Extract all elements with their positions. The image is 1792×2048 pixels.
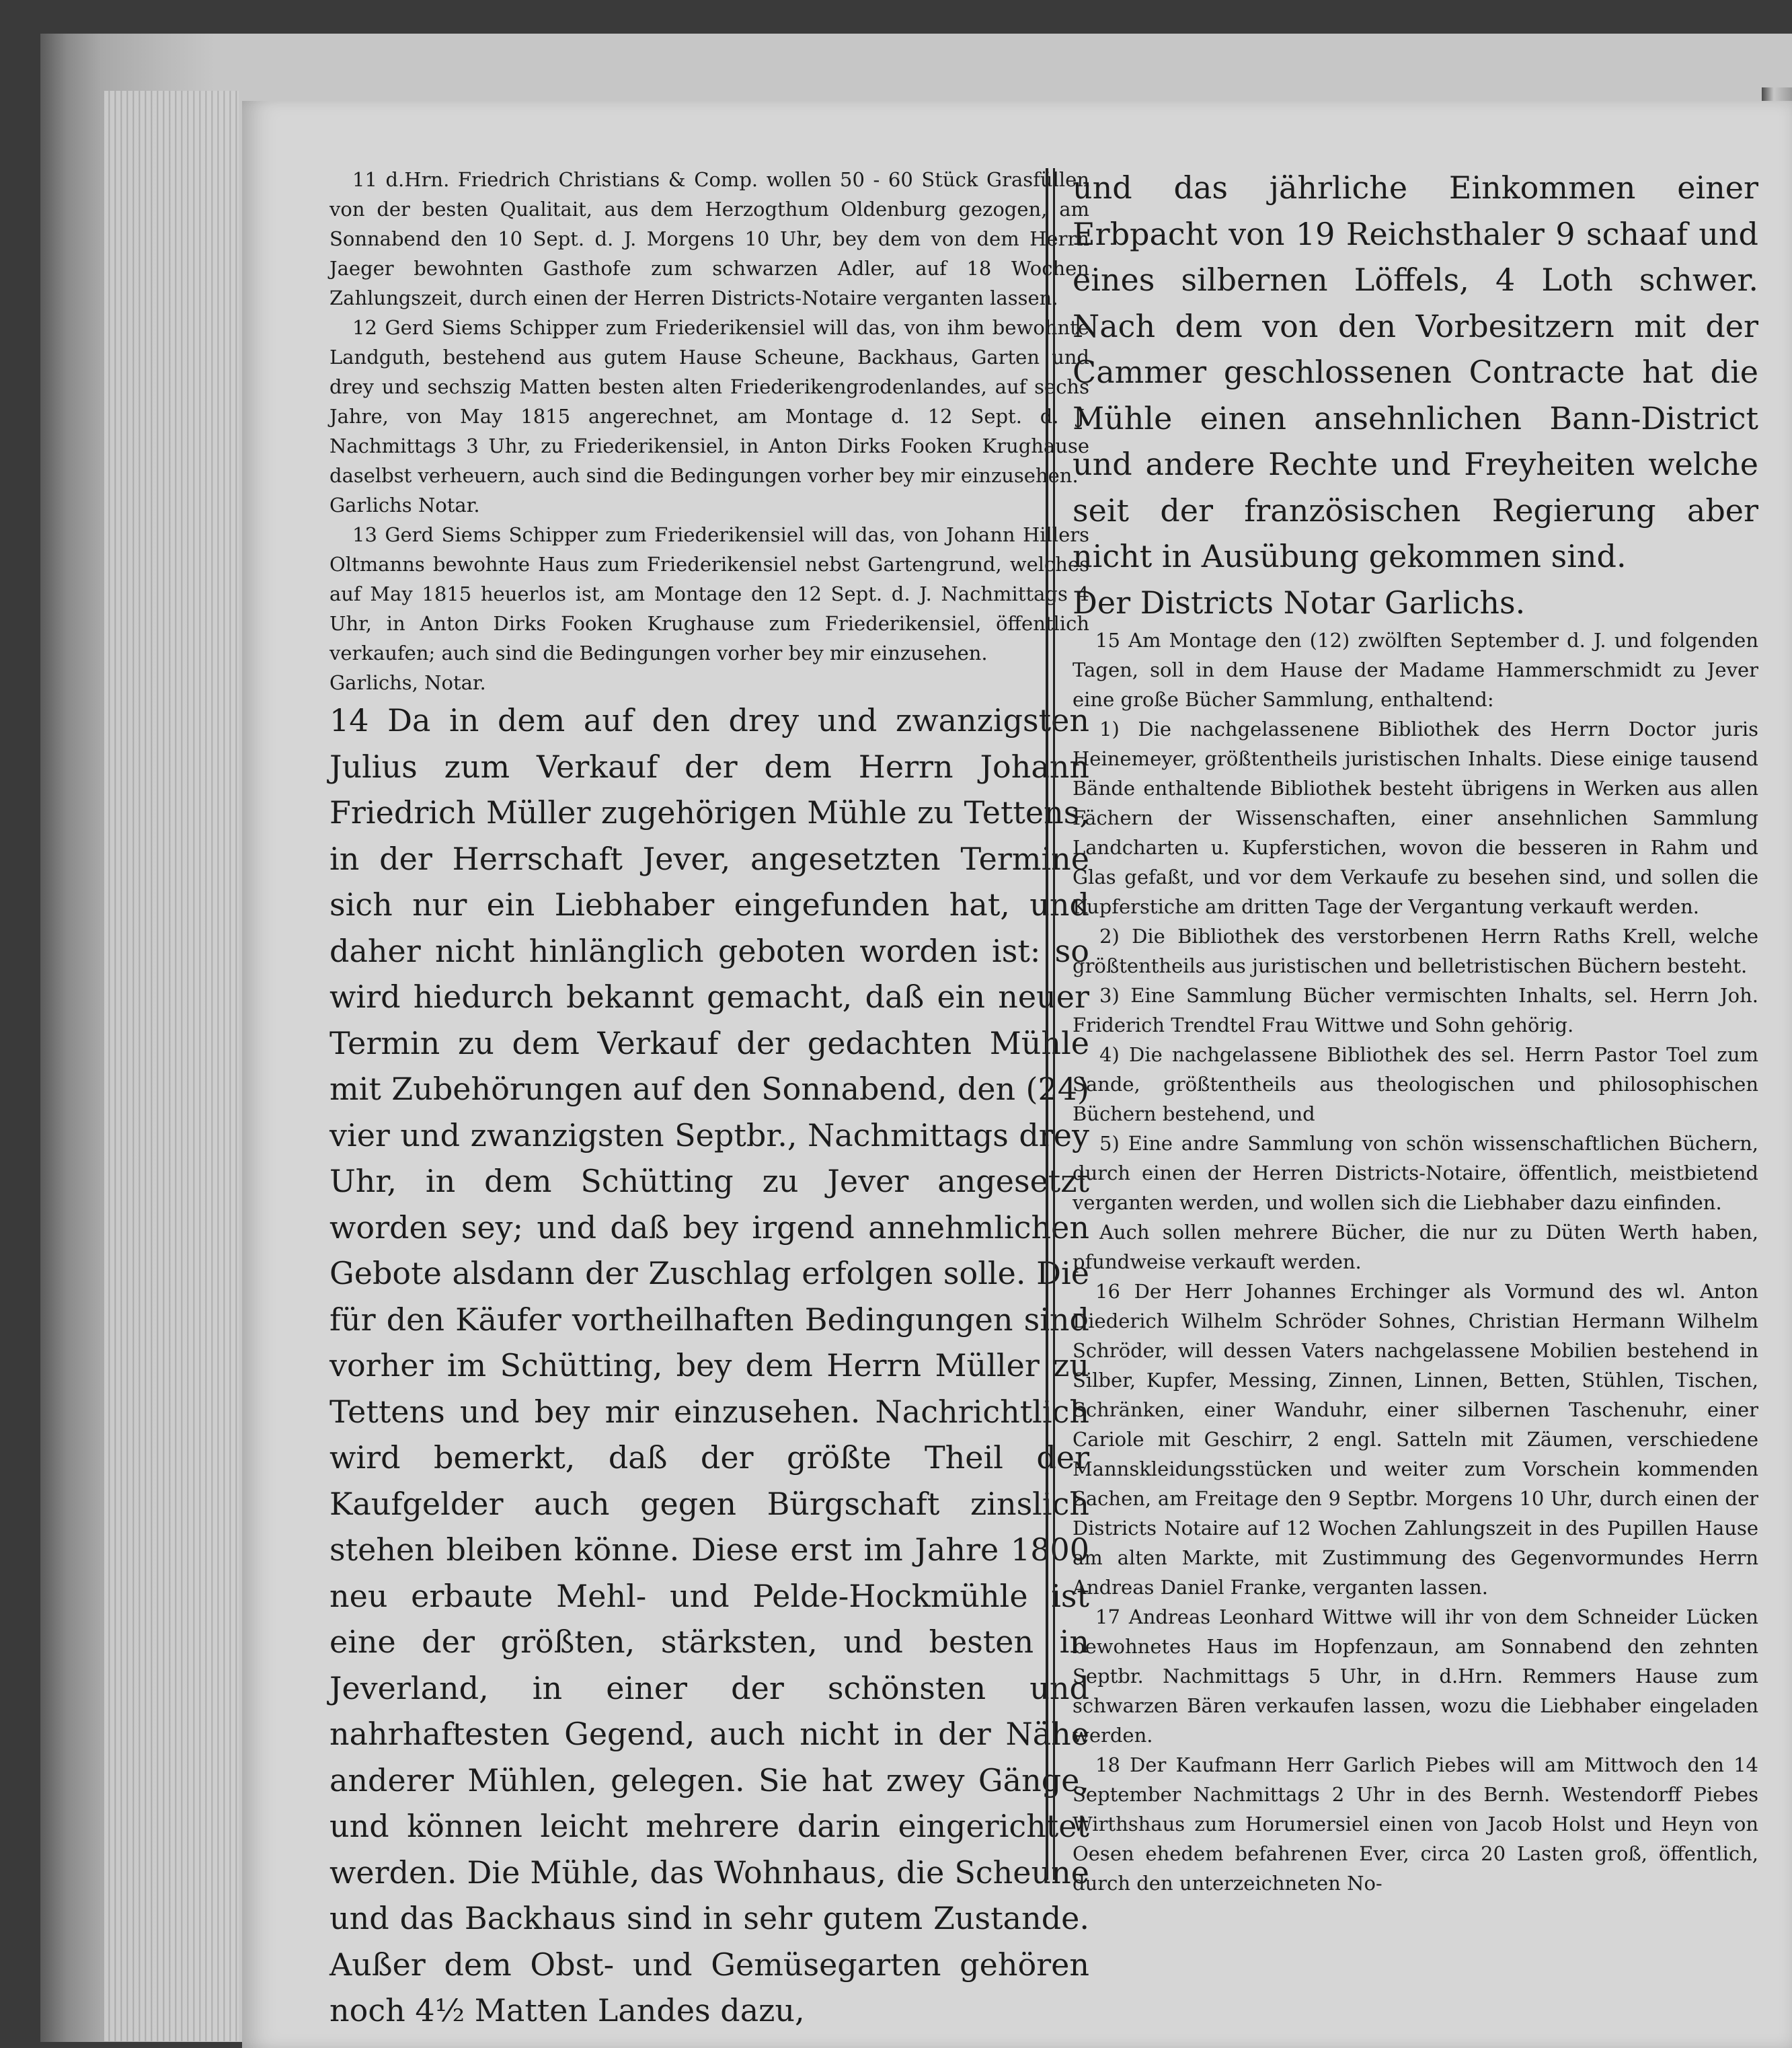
notice-17: 17 Andreas Leonhard Wittwe will ihr von dem Schneider Lücken bewohnetes Haus im Hopfenzaun, am Sonnabend den zehnten Septbr. Nachmittags 5 Uhr, in d.Hrn. Remmers Hause zum schwarzen Bären verkaufen lassen, wozu die Liebhaber eingeladen werden. (1073, 1605, 1758, 1747)
notice-15-item-3: 3) Eine Sammlung Bücher vermischten Inhalts, sel. Herrn Joh. Friderich Trendtel Frau Wittwe und Sohn gehörig. (1073, 984, 1758, 1036)
notice-12-signature: Garlichs Notar. (329, 494, 480, 517)
notice-15: 15 Am Montage den (12) zwölften September d. J. und folgenden Tagen, soll in dem Hause der Madame Hammerschmidt zu Jever eine große Bücher Sammlung, enthaltend: (1073, 629, 1758, 711)
notice-13-signature: Garlichs, Notar. (329, 671, 486, 694)
left-column (329, 165, 1089, 2034)
page (242, 101, 1792, 2048)
page-stack-edges (104, 91, 239, 2041)
notice-15-item-2: 2) Die Bibliothek des verstorbenen Herrn Raths Krell, welche größtentheils aus juristischen und belletristischen Büchern besteht. (1073, 925, 1758, 977)
notice-14-continued: und das jährliche Einkommen einer Erbpacht von 19 Reichsthaler 9 schaaf und eines silbernen Löffels, 4 Loth schwer. Nach dem von den Vorbesitzern mit der Cammer geschlossenen Contracte hat die Mühle einen ansehnlichen Bann-District und andere Rechte und Freyheiten welche seit der französischen Regierung aber nicht in Ausübung gekommen sind. (1073, 169, 1758, 574)
notice-14: 14 Da in dem auf den drey und zwanzigsten Julius zum Verkauf der dem Herrn Johann Friedrich Müller zugehörigen Mühle zu Tettens, in der Herrschaft Jever, angesetzten Termine sich nur ein Liebhaber eingefunden hat, und daher nicht hinlänglich geboten worden ist: so wird hiedurch bekannt gemacht, daß ein neuer Termin zu dem Verkauf der gedachten Mühle mit Zubehörungen auf den Sonnabend, den (24) vier und zwanzigsten Septbr., Nachmittags drey Uhr, in dem Schütting zu Jever angesetzt worden sey; und daß bey irgend annehmlichen Gebote alsdann der Zuschlag erfolgen solle. Die für den Käufer vortheilhaften Bedingungen sind vorher im Schütting, bey dem Herrn Müller zu Tettens und bey mir einzusehen. Nachrichtlich wird bemerkt, daß der größte Theil der Kaufgelder auch gegen Bürgschaft zinslich stehen bleiben könne. Diese erst im Jahre 1800 neu erbaute Mehl- und Pelde-Hockmühle ist eine der größten, stärksten, und besten in Jeverland, in einer der schönsten und nahrhaftesten Gegend, auch nicht in der Nähe anderer Mühlen, gelegen. Sie hat zwey Gänge, und können leicht mehrere darin eingerichtet werden. Die Mühle, das Wohnhaus, die Scheune und das Backhaus sind in sehr gutem Zustande. Außer dem Obst- und Gemüsegarten gehören noch 4½ Matten Landes dazu, (329, 702, 1089, 2028)
book-scan-background (40, 34, 1792, 2042)
right-column (1073, 165, 1758, 1898)
notice-18: 18 Der Kaufmann Herr Garlich Piebes will am Mittwoch den 14 September Nachmittags 2 Uhr in des Bernh. Westendorff Piebes Wirthshaus zum Horumersiel einen von Jacob Holst und Heyn von Oesen ehedem befahrenen Ever, circa 20 Lasten groß, öffentlich, durch den unterzeichneten No- (1073, 1753, 1758, 1895)
notice-15-item-1: 1) Die nachgelassenene Bibliothek des Herrn Doctor juris Heinemeyer, größtentheils juristischen Inhalts. Diese einige tausend Bände enthaltende Bibliothek besteht übrigens in Werken aus allen Fächern der Wissenschaften, einer ansehnlichen Sammlung Landcharten u. Kupferstichen, wovon die besseren in Rahm und Glas gefaßt, und vor dem Verkaufe zu besehen sind, und sollen die Kupferstiche am dritten Tage der Vergantung verkauft werden. (1073, 718, 1758, 918)
notice-16: 16 Der Herr Johannes Erchinger als Vormund des wl. Anton Diederich Wilhelm Schröder Sohnes, Christian Hermann Wilhelm Schröder, will dessen Vaters nachgelassene Mobilien bestehend in Silber, Kupfer, Messing, Zinnen, Linnen, Betten, Stühlen, Tischen, Schränken, einer Wanduhr, einer silbernen Taschenuhr, einer Cariole mit Geschirr, 2 engl. Satteln mit Zäumen, verschiedene Mannskleidungsstücken und weiter zum Vorschein kommenden Sachen, am Freitage den 9 Septbr. Morgens 10 Uhr, durch einen der Districts Notaire auf 12 Wochen Zahlungszeit in des Pupillen Hause am alten Markte, mit Zustimmung des Gegenvormundes Herrn Andreas Daniel Franke, verganten lassen. (1073, 1280, 1758, 1599)
notice-15-note: Auch sollen mehrere Bücher, die nur zu Düten Werth haben, pfundweise verkauft werden. (1073, 1221, 1758, 1273)
notice-12: 12 Gerd Siems Schipper zum Friederikensiel will das, von ihm bewohnte Landguth, bestehend aus gutem Hause Scheune, Backhaus, Garten und drey und sechszig Matten besten alten Friederikengrodenlandes, auf sechs Jahre, von May 1815 angerechnet, am Montage d. 12 Sept. d. J. Nachmittags 3 Uhr, zu Friederikensiel, in Anton Dirks Fooken Krughause daselbst verheuern, auch sind die Bedingungen vorher bey mir einzusehen. (329, 316, 1089, 487)
column-divider (1046, 168, 1055, 1880)
notice-15-item-4: 4) Die nachgelassene Bibliothek des sel. Herrn Pastor Toel zum Sande, größtentheils aus theologischen und philosophischen Büchern bestehend, und (1073, 1043, 1758, 1125)
notice-14-signature: Der Districts Notar Garlichs. (1073, 584, 1526, 621)
notice-15-item-5: 5) Eine andre Sammlung von schön wissenschaftlichen Büchern, durch einen der Herren Districts-Notaire, öffentlich, meistbietend verganten werden, und wollen sich die Liebhaber dazu einfinden. (1073, 1132, 1758, 1214)
notice-11: 11 d.Hrn. Friedrich Christians & Comp. wollen 50 - 60 Stück Grasfüllen von der besten Qualitait, aus dem Herzogthum Oldenburg gezogen, am Sonnabend den 10 Sept. d. J. Morgens 10 Uhr, bey dem von dem Herrn Jaeger bewohnten Gasthofe zum schwarzen Adler, auf 18 Wochen Zahlungszeit, durch einen der Herren Districts-Notaire verganten lassen. (329, 168, 1089, 309)
notice-13: 13 Gerd Siems Schipper zum Friederikensiel will das, von Johann Hillers Oltmanns bewohnte Haus zum Friederikensiel nebst Gartengrund, welches auf May 1815 heuerlos ist, am Montage den 12 Sept. d. J. Nachmittags 4 Uhr, in Anton Dirks Fooken Krughause zum Friederikensiel, öffentlich verkaufen; auch sind die Bedingungen vorher bey mir einzusehen. (329, 523, 1089, 665)
